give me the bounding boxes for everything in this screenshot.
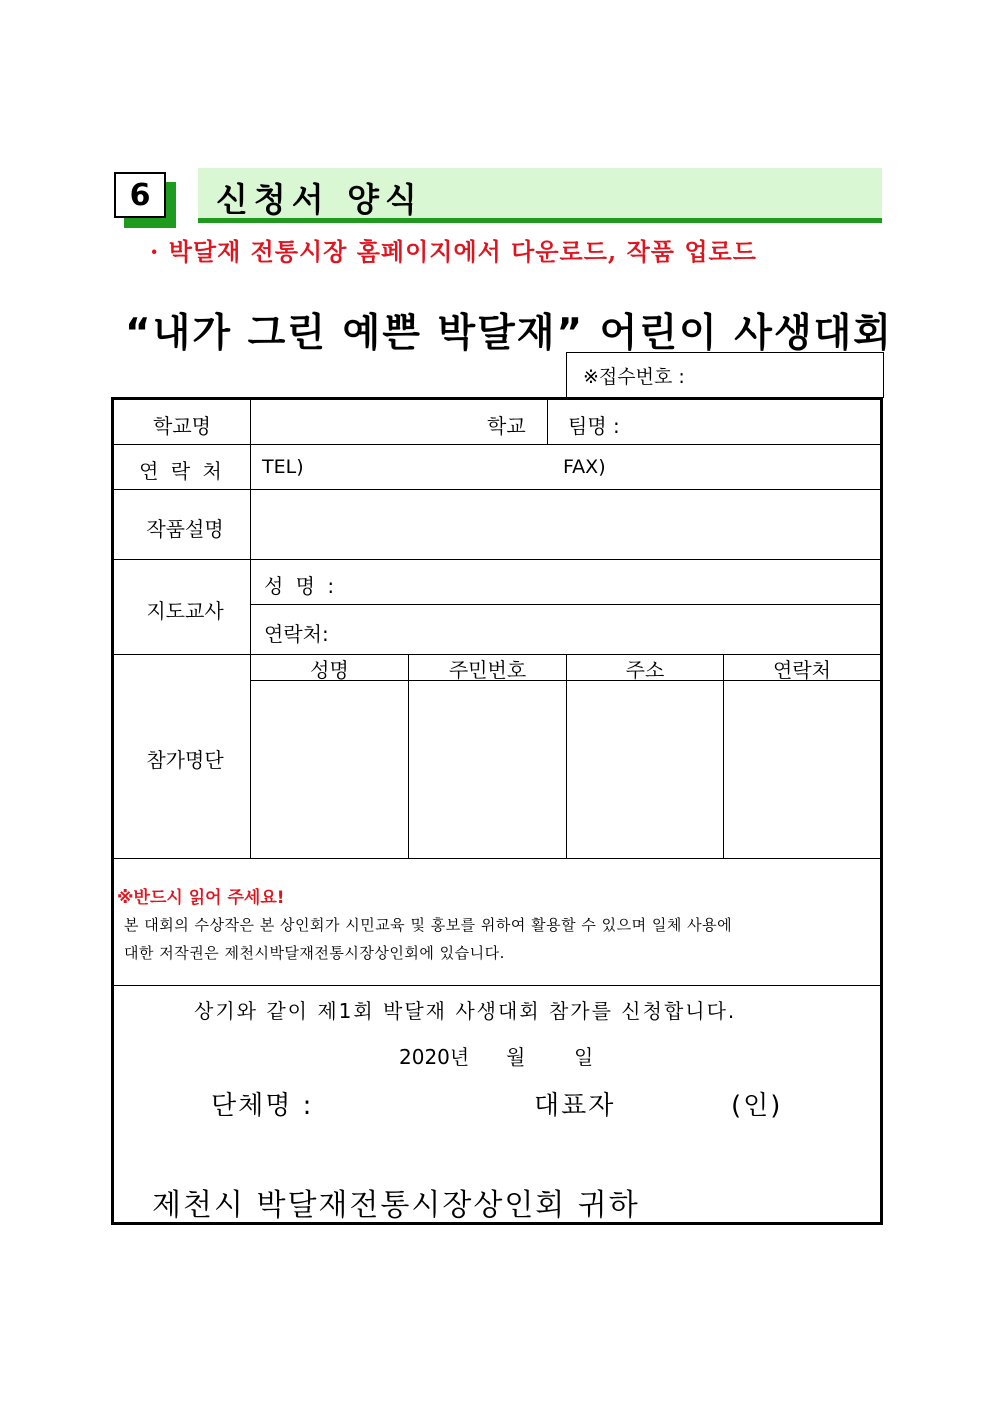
row-divider-notice (114, 985, 880, 986)
description-label: 작품설명 (146, 517, 224, 541)
row-divider-description (114, 559, 880, 560)
participants-col-id: 주민번호 (448, 658, 527, 682)
addressee: 제천시 박달재전통시장상인회 귀하 (152, 1188, 640, 1223)
representative-label: 대표자 (534, 1091, 616, 1121)
section-subtitle: · 박달재 전통시장 홈페이지에서 다운로드, 작품 업로드 (150, 237, 757, 266)
receipt-number-label: ※접수번호 : (583, 366, 685, 388)
teacher-name-label: 성 명 : (264, 574, 338, 598)
school-team-divider (547, 400, 548, 445)
row-divider-participants (114, 858, 880, 859)
contact-label: 연 락 처 (139, 459, 225, 483)
section-number: 6 (114, 172, 166, 218)
application-month: 월 (506, 1045, 526, 1069)
row-divider-school (114, 444, 880, 445)
participants-col-divider-1 (408, 654, 409, 859)
section-title: 신청서 양식 (216, 180, 423, 219)
row-divider-teacher-name (250, 604, 880, 605)
application-statement: 상기와 같이 제1회 박달재 사생대회 참가를 신청합니다. (194, 999, 737, 1023)
seal-label: (인) (731, 1091, 783, 1121)
participants-col-contact: 연락처 (773, 658, 831, 682)
participants-col-divider-3 (723, 654, 724, 859)
notice-title: ※반드시 읽어 주세요! (117, 888, 285, 908)
team-label: 팀명 : (568, 414, 620, 438)
participants-label: 참가명단 (146, 748, 224, 772)
receipt-number-box (566, 352, 884, 398)
teacher-label: 지도교사 (146, 599, 224, 623)
application-year: 2020년 (399, 1045, 470, 1069)
label-column-divider (250, 400, 251, 859)
form-title: “내가 그린 예쁜 박달재” 어린이 사생대회 (125, 311, 893, 356)
fax-label: FAX) (563, 456, 606, 478)
teacher-contact-label: 연락처: (264, 622, 329, 646)
notice-line-1: 본 대회의 수상작은 본 상인회가 시민교육 및 홍보를 위하여 활용할 수 있으며 일체 사용에 (124, 916, 733, 934)
application-day: 일 (574, 1045, 594, 1069)
row-divider-contact (114, 489, 880, 490)
school-label: 학교명 (153, 414, 211, 438)
notice-line-2: 대한 저작권은 제천시박달재전통시장상인회에 있습니다. (124, 944, 505, 962)
participants-col-name: 성명 (310, 658, 349, 682)
school-suffix: 학교 (487, 414, 526, 438)
participants-col-address: 주소 (625, 658, 665, 682)
application-form (111, 397, 883, 1225)
organization-label: 단체명 : (211, 1091, 314, 1121)
tel-label: TEL) (262, 456, 304, 478)
participants-col-divider-2 (566, 654, 567, 859)
